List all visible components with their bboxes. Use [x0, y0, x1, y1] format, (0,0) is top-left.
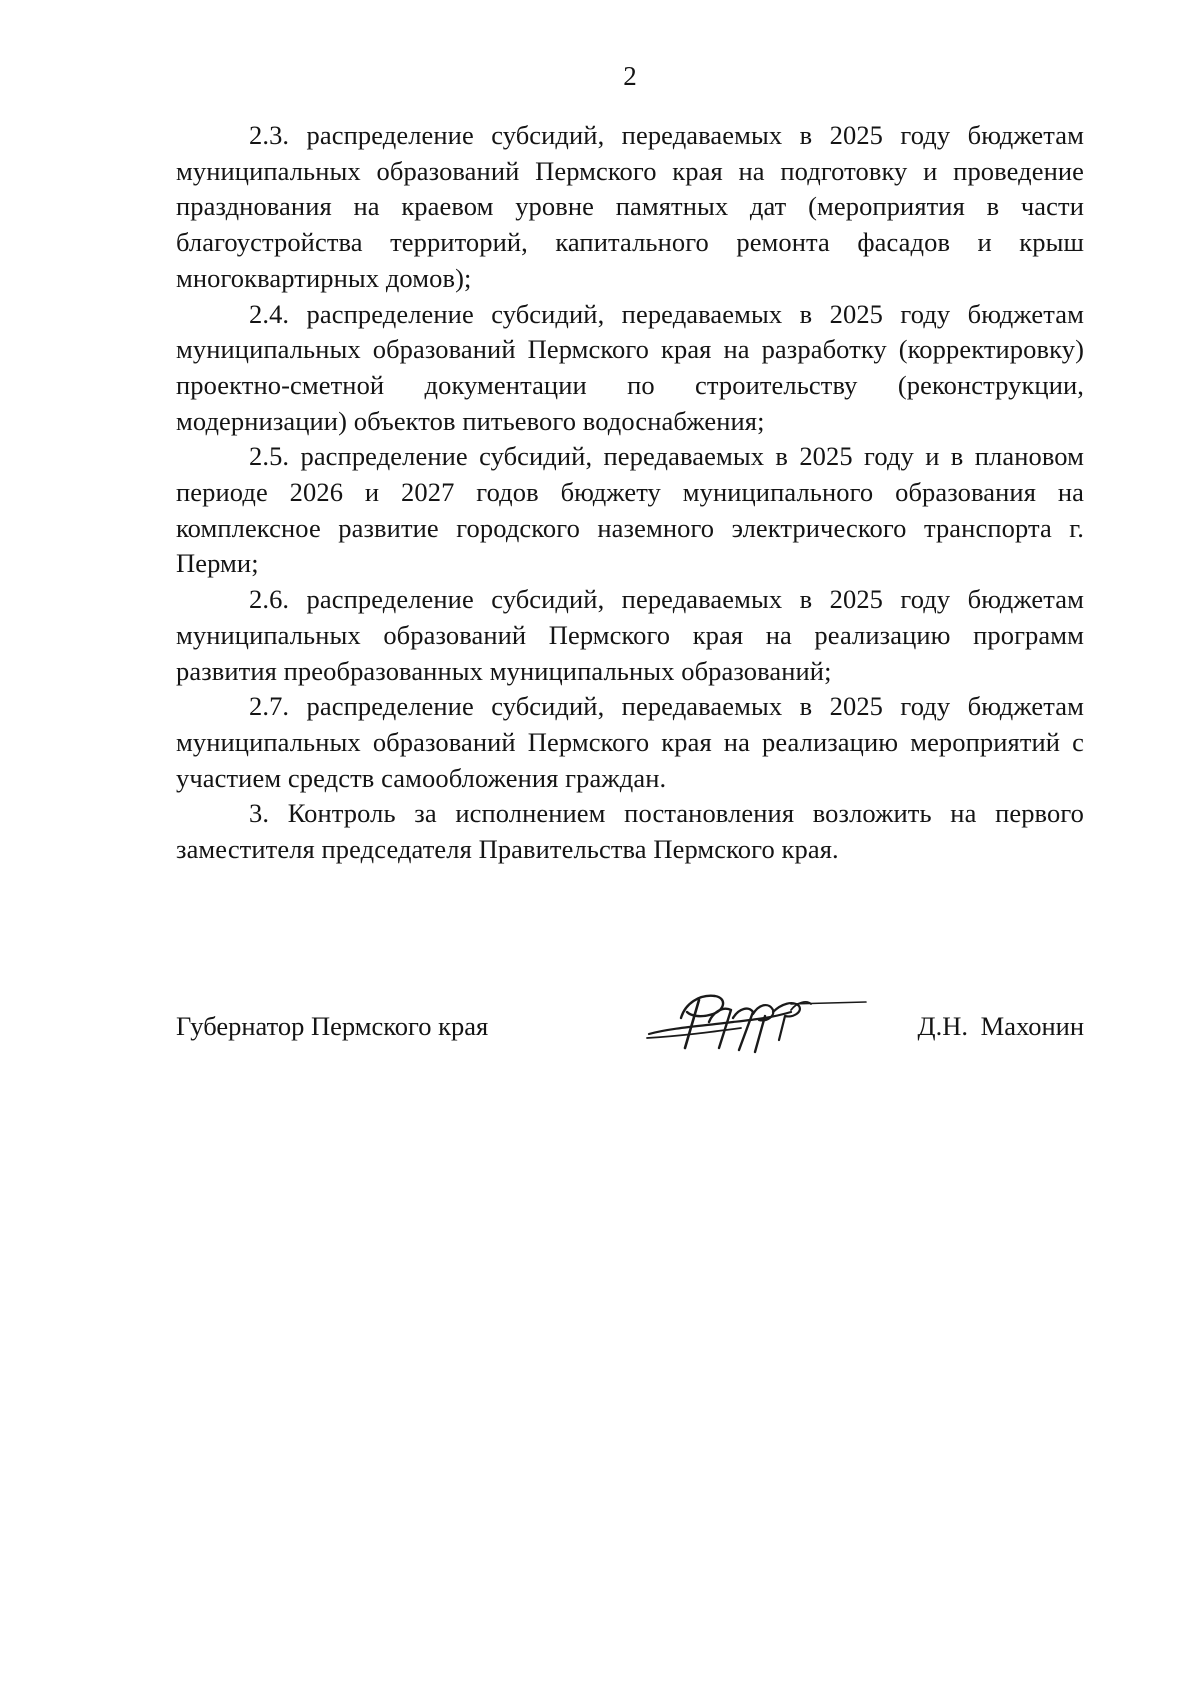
- signature-block: [176, 1008, 1084, 1058]
- signer-name: Д.Н. Махонин: [917, 1011, 1084, 1041]
- signer-position: Губернатор Пермского края: [176, 1011, 489, 1041]
- paragraph-2-7: 2.7. распределение субсидий, передаваемых в 2025 году бюджетам муниципальных образований Пермского края на реализацию мероприятий с участием средств самообложения граждан.: [176, 691, 1084, 793]
- paragraph-2-4: 2.4. распределение субсидий, передаваемых в 2025 году бюджетам муниципальных образований Пермского края на разработку (корректировку) проектно-сметной документации по строительству (реконструкции, модернизации) объектов питьевого водоснабжения;: [176, 298, 1084, 436]
- paragraph-2-3: 2.3. распределение субсидий, передаваемых в 2025 году бюджетам муниципальных образований Пермского края на подготовку и проведение празднования на краевом уровне памятных дат (мероприятия в части благоустройства территорий, капитального ремонта фасадов и крыш многоквартирных домов);: [176, 120, 1084, 293]
- document-body: [176, 118, 1084, 868]
- paragraph-3: 3. Контроль за исполнением постановления возложить на первого заместителя председателя Правительства Пермского края.: [176, 798, 1084, 865]
- page-number: 2: [623, 61, 637, 91]
- paragraph-2-5: 2.5. распределение субсидий, передаваемых в 2025 году и в плановом периоде 2026 и 2027 годов бюджету муниципального образования на комплексное развитие городского наземного электрического транспорта г. Перми;: [176, 441, 1084, 579]
- paragraph-2-6: 2.6. распределение субсидий, передаваемых в 2025 году бюджетам муниципальных образований Пермского края на реализацию программ развития преобразованных муниципальных образований;: [176, 584, 1084, 686]
- handwritten-signature: [641, 982, 871, 1062]
